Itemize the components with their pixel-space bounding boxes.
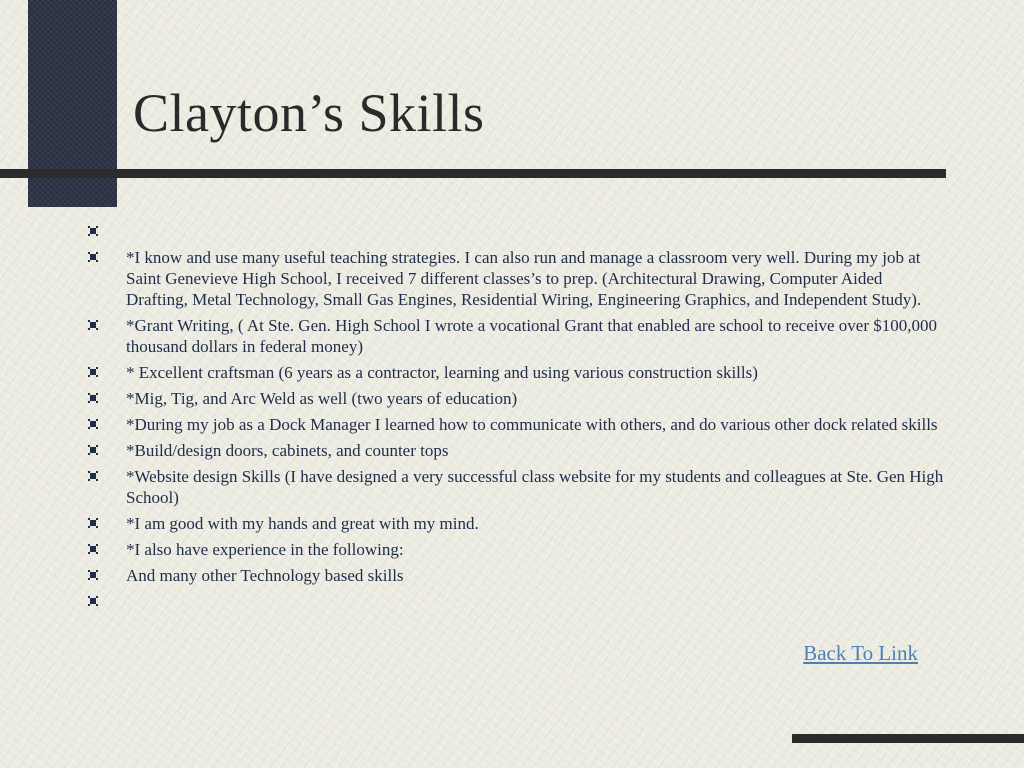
bullet-text: *Website design Skills (I have designed a very successful class website for my students and colleagues at Ste. Gen High School) [126, 467, 944, 507]
bullet-item [86, 315, 946, 357]
square-bullet-icon [88, 320, 98, 330]
bottom-accent-rule [792, 734, 1024, 743]
square-bullet-icon [88, 419, 98, 429]
bullet-text: *Build/design doors, cabinets, and counter tops [126, 441, 449, 460]
bullet-item [86, 565, 946, 586]
square-bullet-icon [88, 252, 98, 262]
square-bullet-icon [88, 518, 98, 528]
bullet-item [86, 388, 946, 409]
square-bullet-icon [88, 471, 98, 481]
square-bullet-icon [88, 544, 98, 554]
square-bullet-icon [88, 570, 98, 580]
bullet-item [86, 440, 946, 461]
square-bullet-icon [88, 226, 98, 236]
skills-bullet-list [86, 221, 946, 617]
bullet-text: *I also have experience in the following: [126, 540, 404, 559]
title-divider-rule [0, 169, 946, 178]
square-bullet-icon [88, 596, 98, 606]
bullet-item [86, 221, 946, 242]
bullet-item [86, 414, 946, 435]
bullet-item [86, 591, 946, 612]
back-to-link[interactable]: Back To Link [803, 641, 918, 665]
bullet-text: *Grant Writing, ( At Ste. Gen. High School I wrote a vocational Grant that enabled are school to receive over $100,000 thousand dollars in federal money) [126, 316, 937, 356]
bullet-text: *Mig, Tig, and Arc Weld as well (two years of education) [126, 389, 518, 408]
bullet-item [86, 247, 946, 310]
bullet-text: *I know and use many useful teaching strategies. I can also run and manage a classroom very well. During my job at Saint Genevieve High School, I received 7 different classes’s to prep. (Architectural Drawing, Computer Aided Drafting, Metal Technology, Small Gas Engines, Residential Wiring, Engineering Graphics, and Independent Study). [126, 248, 922, 309]
bullet-text: *During my job as a Dock Manager I learned how to communicate with others, and do various other dock related skills [126, 415, 938, 434]
square-bullet-icon [88, 367, 98, 377]
bullet-item [86, 513, 946, 534]
square-bullet-icon [88, 445, 98, 455]
bullet-item [86, 466, 946, 508]
slide-title: Clayton’s Skills [133, 83, 485, 143]
bullet-text: And many other Technology based skills [126, 566, 404, 585]
bullet-item [86, 539, 946, 560]
square-bullet-icon [88, 393, 98, 403]
bullet-text: *I am good with my hands and great with my mind. [126, 514, 479, 533]
bullet-text: * Excellent craftsman (6 years as a contractor, learning and using various construction skills) [126, 363, 758, 382]
bullet-item [86, 362, 946, 383]
